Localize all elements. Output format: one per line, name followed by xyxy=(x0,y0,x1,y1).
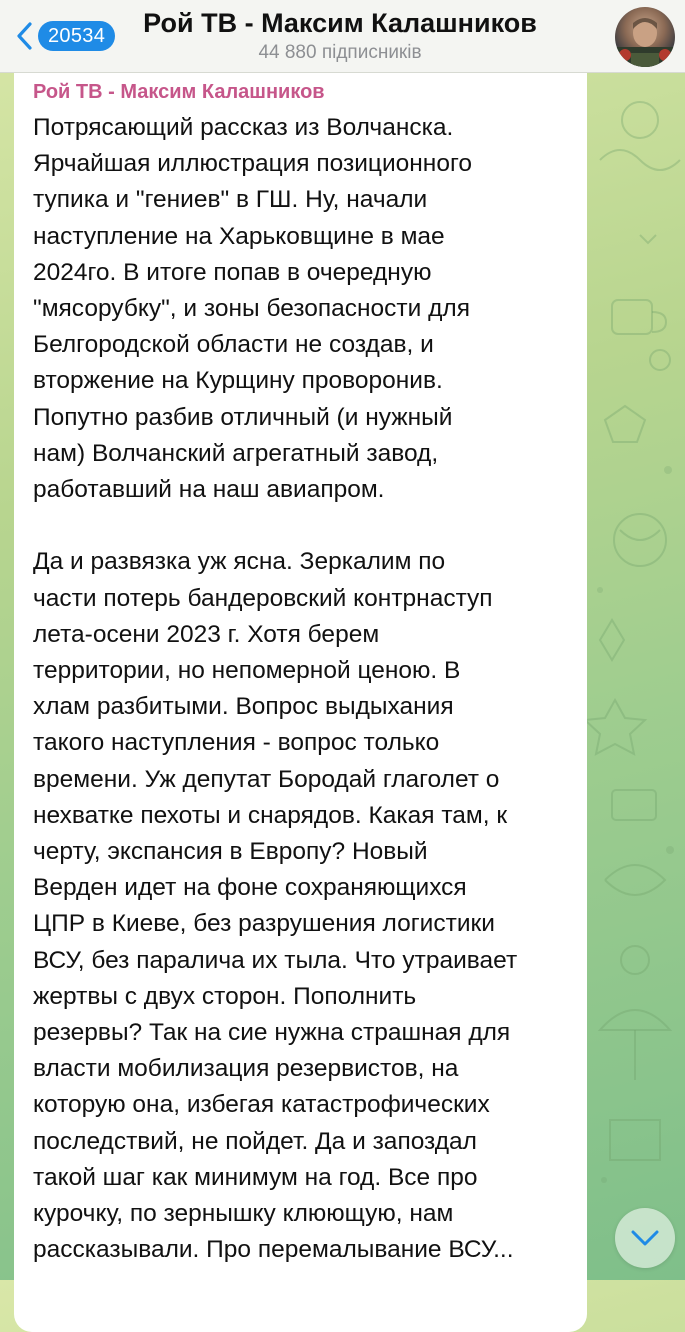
channel-title: Рой ТВ - Максим Калашников xyxy=(143,8,537,38)
chat-header xyxy=(0,0,685,73)
subscriber-count: 44 880 підписників xyxy=(258,42,422,63)
message-author[interactable]: Рой ТВ - Максим Калашников xyxy=(33,81,325,103)
message-bubble[interactable] xyxy=(14,72,587,1332)
avatar-portrait-icon xyxy=(615,7,675,67)
message-text: Потрясающий рассказ из Волчанска. Ярчайшая иллюстрация позиционного тупика и "гениев" в ГШ. Ну, начали наступление на Харьковщине в мае 2024го. В итоге попав в очередную "мясорубку", и зоны безопасности для Белгородской области не создав, и вторжение на Курщину проворонив. Попутно разбив отличный (и нужный нам) Волчанский агрегатный завод, работавший на наш авиапром. Да и развязка уж ясна. Зеркалим по части потерь бандеровский контрнаступ лета-осени 2023 г. Хотя берем территории, но непомерной ценою. В хлам разбитыми. Вопрос выдыхания такого наступления - вопрос только времени. Уж депутат Бородай глаголет о нехватке пехоты и снарядов. Какая там, к черту, экспансия в Европу? Новый Верден идет на фоне сохраняющихся ЦПР в Киеве, без разрушения логистики ВСУ, без паралича их тыла. Что утраивает жертвы с двух сторон. Пополнить резервы? Так на сие нужна страшная для власти мобилизация резервистов, на которую она, избегая катастрофических последствий, не пойдет. Да и запоздал такой шаг как минимум на год. Все про курочку, по зернышку клюющую, нам рассказывали. Про перемалывание ВСУ... xyxy=(33,114,518,1264)
channel-info[interactable] xyxy=(130,6,550,65)
scroll-down-button[interactable] xyxy=(615,1208,675,1268)
unread-count-badge: 20534 xyxy=(38,21,115,51)
chevron-left-icon xyxy=(14,20,36,52)
channel-avatar[interactable] xyxy=(615,7,675,67)
back-button[interactable] xyxy=(8,16,128,56)
chevron-down-icon xyxy=(629,1226,661,1250)
